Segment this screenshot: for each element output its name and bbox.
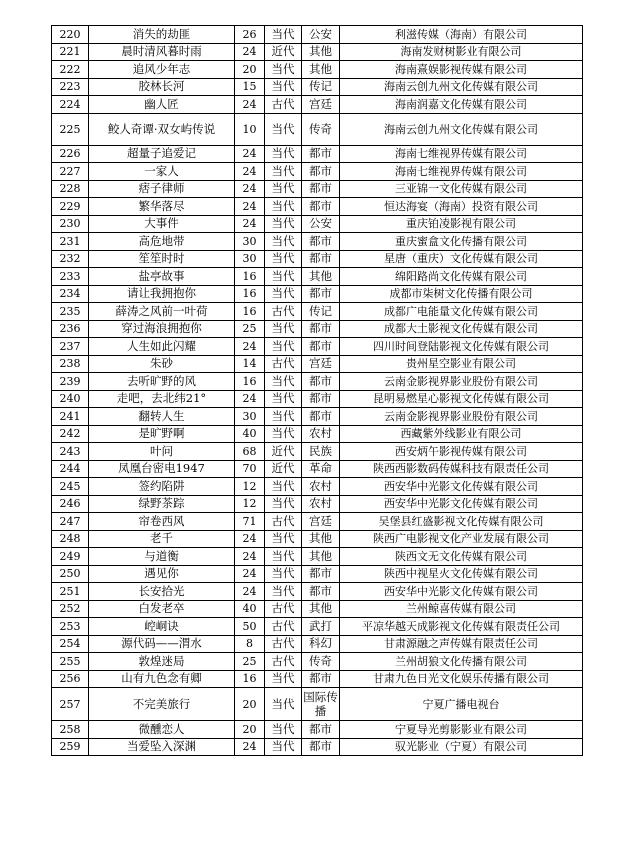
drama-title-cell: 翻转人生 bbox=[89, 408, 235, 426]
table-row bbox=[52, 268, 583, 286]
company-cell: 兰州胡狼文化传播有限公司 bbox=[340, 653, 583, 671]
table-row bbox=[52, 163, 583, 181]
row-number-cell: 254 bbox=[52, 635, 89, 653]
era-cell: 当代 bbox=[265, 61, 302, 79]
company-cell: 海南七维视界传媒有限公司 bbox=[340, 163, 583, 181]
drama-title-cell: 山有九色念有卿 bbox=[89, 670, 235, 688]
drama-title-cell: 敦煌迷局 bbox=[89, 653, 235, 671]
drama-title-cell: 消失的劫匪 bbox=[89, 26, 235, 44]
era-cell: 当代 bbox=[265, 113, 302, 145]
row-number-cell: 230 bbox=[52, 215, 89, 233]
table-body bbox=[52, 26, 583, 756]
table-row bbox=[52, 583, 583, 601]
table-row bbox=[52, 495, 583, 513]
episode-count-cell: 25 bbox=[235, 653, 265, 671]
company-cell: 云南金影视界影业股份有限公司 bbox=[340, 373, 583, 391]
era-cell: 当代 bbox=[265, 583, 302, 601]
genre-cell: 都市 bbox=[302, 565, 340, 583]
genre-cell: 都市 bbox=[302, 408, 340, 426]
table-row bbox=[52, 78, 583, 96]
episode-count-cell: 24 bbox=[235, 96, 265, 114]
era-cell: 当代 bbox=[265, 198, 302, 216]
table-row bbox=[52, 443, 583, 461]
row-number-cell: 247 bbox=[52, 513, 89, 531]
drama-title-cell: 胶林长河 bbox=[89, 78, 235, 96]
table-row bbox=[52, 390, 583, 408]
episode-count-cell: 24 bbox=[235, 390, 265, 408]
table-row bbox=[52, 513, 583, 531]
table-row bbox=[52, 425, 583, 443]
episode-count-cell: 20 bbox=[235, 61, 265, 79]
company-cell: 重庆铂凌影视有限公司 bbox=[340, 215, 583, 233]
company-cell: 西安华中光影文化传媒有限公司 bbox=[340, 478, 583, 496]
episode-count-cell: 24 bbox=[235, 583, 265, 601]
company-cell: 吴堡县红盛影视文化传媒有限公司 bbox=[340, 513, 583, 531]
row-number-cell: 221 bbox=[52, 43, 89, 61]
company-cell: 海南发财树影业有限公司 bbox=[340, 43, 583, 61]
row-number-cell: 249 bbox=[52, 548, 89, 566]
genre-cell: 传奇 bbox=[302, 653, 340, 671]
drama-title-cell: 签约陷阱 bbox=[89, 478, 235, 496]
drama-title-cell: 繁华落尽 bbox=[89, 198, 235, 216]
genre-cell: 宫廷 bbox=[302, 513, 340, 531]
era-cell: 古代 bbox=[265, 653, 302, 671]
genre-cell: 其他 bbox=[302, 548, 340, 566]
genre-cell: 其他 bbox=[302, 43, 340, 61]
company-cell: 海南润嘉文化传媒有限公司 bbox=[340, 96, 583, 114]
drama-title-cell: 老千 bbox=[89, 530, 235, 548]
drama-registry-table bbox=[51, 25, 582, 756]
row-number-cell: 248 bbox=[52, 530, 89, 548]
table-row bbox=[52, 285, 583, 303]
genre-cell: 公安 bbox=[302, 215, 340, 233]
table-row bbox=[52, 43, 583, 61]
genre-cell: 都市 bbox=[302, 738, 340, 756]
drama-title-cell: 盐亭故事 bbox=[89, 268, 235, 286]
row-number-cell: 238 bbox=[52, 355, 89, 373]
row-number-cell: 229 bbox=[52, 198, 89, 216]
era-cell: 当代 bbox=[265, 338, 302, 356]
row-number-cell: 233 bbox=[52, 268, 89, 286]
drama-title-cell: 长安拾光 bbox=[89, 583, 235, 601]
company-cell: 成都广电能量文化传媒有限公司 bbox=[340, 303, 583, 321]
table-row bbox=[52, 565, 583, 583]
registry-table bbox=[51, 25, 583, 756]
era-cell: 当代 bbox=[265, 215, 302, 233]
table-row bbox=[52, 618, 583, 636]
drama-title-cell: 源代码——渭水 bbox=[89, 635, 235, 653]
row-number-cell: 242 bbox=[52, 425, 89, 443]
company-cell: 兰州鲸喜传媒有限公司 bbox=[340, 600, 583, 618]
genre-cell: 其他 bbox=[302, 268, 340, 286]
episode-count-cell: 24 bbox=[235, 163, 265, 181]
genre-cell: 武打 bbox=[302, 618, 340, 636]
episode-count-cell: 24 bbox=[235, 548, 265, 566]
table-row bbox=[52, 303, 583, 321]
row-number-cell: 227 bbox=[52, 163, 89, 181]
genre-cell: 都市 bbox=[302, 338, 340, 356]
era-cell: 当代 bbox=[265, 548, 302, 566]
episode-count-cell: 26 bbox=[235, 26, 265, 44]
drama-title-cell: 与道衡 bbox=[89, 548, 235, 566]
table-row bbox=[52, 600, 583, 618]
company-cell: 海南熹娱影视传媒有限公司 bbox=[340, 61, 583, 79]
era-cell: 古代 bbox=[265, 600, 302, 618]
row-number-cell: 232 bbox=[52, 250, 89, 268]
genre-cell: 都市 bbox=[302, 145, 340, 163]
table-row bbox=[52, 688, 583, 721]
episode-count-cell: 20 bbox=[235, 721, 265, 739]
genre-cell: 其他 bbox=[302, 61, 340, 79]
table-row bbox=[52, 530, 583, 548]
episode-count-cell: 16 bbox=[235, 373, 265, 391]
row-number-cell: 258 bbox=[52, 721, 89, 739]
genre-cell: 农村 bbox=[302, 478, 340, 496]
company-cell: 海南云创九州文化传媒有限公司 bbox=[340, 113, 583, 145]
table-row bbox=[52, 198, 583, 216]
episode-count-cell: 68 bbox=[235, 443, 265, 461]
era-cell: 当代 bbox=[265, 180, 302, 198]
drama-title-cell: 鲛人奇谭·双女屿传说 bbox=[89, 113, 235, 145]
company-cell: 贵州星空影业有限公司 bbox=[340, 355, 583, 373]
genre-cell: 都市 bbox=[302, 285, 340, 303]
table-row bbox=[52, 670, 583, 688]
era-cell: 古代 bbox=[265, 513, 302, 531]
table-row bbox=[52, 548, 583, 566]
episode-count-cell: 25 bbox=[235, 320, 265, 338]
row-number-cell: 250 bbox=[52, 565, 89, 583]
era-cell: 当代 bbox=[265, 268, 302, 286]
drama-title-cell: 晨时清风暮时雨 bbox=[89, 43, 235, 61]
drama-title-cell: 薛涛之风前一叶荷 bbox=[89, 303, 235, 321]
company-cell: 三亚锦一文化传媒有限公司 bbox=[340, 180, 583, 198]
company-cell: 甘肃源融之声传媒有限责任公司 bbox=[340, 635, 583, 653]
era-cell: 当代 bbox=[265, 233, 302, 251]
table-row bbox=[52, 61, 583, 79]
row-number-cell: 245 bbox=[52, 478, 89, 496]
table-row bbox=[52, 373, 583, 391]
episode-count-cell: 30 bbox=[235, 233, 265, 251]
table-row bbox=[52, 96, 583, 114]
genre-cell: 都市 bbox=[302, 250, 340, 268]
company-cell: 成都市柒树文化传播有限公司 bbox=[340, 285, 583, 303]
company-cell: 陕西广电影视文化产业发展有限公司 bbox=[340, 530, 583, 548]
company-cell: 成都大土影视文化传媒有限公司 bbox=[340, 320, 583, 338]
row-number-cell: 257 bbox=[52, 688, 89, 721]
episode-count-cell: 24 bbox=[235, 338, 265, 356]
era-cell: 古代 bbox=[265, 355, 302, 373]
drama-title-cell: 超量子追爱记 bbox=[89, 145, 235, 163]
row-number-cell: 252 bbox=[52, 600, 89, 618]
era-cell: 古代 bbox=[265, 635, 302, 653]
drama-title-cell: 痞子律师 bbox=[89, 180, 235, 198]
episode-count-cell: 16 bbox=[235, 670, 265, 688]
episode-count-cell: 16 bbox=[235, 285, 265, 303]
era-cell: 近代 bbox=[265, 443, 302, 461]
company-cell: 西安华中光影文化传媒有限公司 bbox=[340, 495, 583, 513]
row-number-cell: 234 bbox=[52, 285, 89, 303]
episode-count-cell: 24 bbox=[235, 145, 265, 163]
drama-title-cell: 朱砂 bbox=[89, 355, 235, 373]
episode-count-cell: 40 bbox=[235, 425, 265, 443]
row-number-cell: 244 bbox=[52, 460, 89, 478]
episode-count-cell: 24 bbox=[235, 215, 265, 233]
company-cell: 驭光影业（宁夏）有限公司 bbox=[340, 738, 583, 756]
company-cell: 绵阳路尚文化传媒有限公司 bbox=[340, 268, 583, 286]
row-number-cell: 236 bbox=[52, 320, 89, 338]
era-cell: 当代 bbox=[265, 478, 302, 496]
episode-count-cell: 70 bbox=[235, 460, 265, 478]
episode-count-cell: 24 bbox=[235, 180, 265, 198]
era-cell: 当代 bbox=[265, 320, 302, 338]
genre-cell: 都市 bbox=[302, 670, 340, 688]
company-cell: 恒达海宴（海南）投资有限公司 bbox=[340, 198, 583, 216]
drama-title-cell: 追风少年志 bbox=[89, 61, 235, 79]
drama-title-cell: 当爱坠入深渊 bbox=[89, 738, 235, 756]
drama-title-cell: 去听旷野的风 bbox=[89, 373, 235, 391]
genre-cell: 农村 bbox=[302, 425, 340, 443]
era-cell: 古代 bbox=[265, 303, 302, 321]
genre-cell: 宫廷 bbox=[302, 96, 340, 114]
genre-cell: 都市 bbox=[302, 163, 340, 181]
era-cell: 当代 bbox=[265, 163, 302, 181]
episode-count-cell: 20 bbox=[235, 688, 265, 721]
era-cell: 当代 bbox=[265, 285, 302, 303]
row-number-cell: 255 bbox=[52, 653, 89, 671]
table-row bbox=[52, 26, 583, 44]
era-cell: 当代 bbox=[265, 565, 302, 583]
company-cell: 陕西西影数码传媒科技有限责任公司 bbox=[340, 460, 583, 478]
episode-count-cell: 40 bbox=[235, 600, 265, 618]
row-number-cell: 237 bbox=[52, 338, 89, 356]
era-cell: 当代 bbox=[265, 688, 302, 721]
genre-cell: 都市 bbox=[302, 180, 340, 198]
table-row bbox=[52, 721, 583, 739]
row-number-cell: 256 bbox=[52, 670, 89, 688]
era-cell: 当代 bbox=[265, 390, 302, 408]
episode-count-cell: 24 bbox=[235, 565, 265, 583]
row-number-cell: 225 bbox=[52, 113, 89, 145]
table-row bbox=[52, 113, 583, 145]
genre-cell: 科幻 bbox=[302, 635, 340, 653]
table-row bbox=[52, 460, 583, 478]
episode-count-cell: 30 bbox=[235, 408, 265, 426]
row-number-cell: 240 bbox=[52, 390, 89, 408]
era-cell: 近代 bbox=[265, 43, 302, 61]
genre-cell: 其他 bbox=[302, 600, 340, 618]
row-number-cell: 239 bbox=[52, 373, 89, 391]
drama-title-cell: 穿过海浪拥抱你 bbox=[89, 320, 235, 338]
row-number-cell: 246 bbox=[52, 495, 89, 513]
row-number-cell: 224 bbox=[52, 96, 89, 114]
table-row bbox=[52, 478, 583, 496]
company-cell: 平凉华越天成影视文化传媒有限责任公司 bbox=[340, 618, 583, 636]
era-cell: 当代 bbox=[265, 408, 302, 426]
company-cell: 昆明易燃星心影视文化传媒有限公司 bbox=[340, 390, 583, 408]
episode-count-cell: 30 bbox=[235, 250, 265, 268]
episode-count-cell: 12 bbox=[235, 495, 265, 513]
row-number-cell: 222 bbox=[52, 61, 89, 79]
era-cell: 当代 bbox=[265, 738, 302, 756]
company-cell: 云南金影视界影业股份有限公司 bbox=[340, 408, 583, 426]
episode-count-cell: 24 bbox=[235, 738, 265, 756]
row-number-cell: 259 bbox=[52, 738, 89, 756]
episode-count-cell: 14 bbox=[235, 355, 265, 373]
genre-cell: 农村 bbox=[302, 495, 340, 513]
company-cell: 利滋传媒（海南）有限公司 bbox=[340, 26, 583, 44]
row-number-cell: 223 bbox=[52, 78, 89, 96]
era-cell: 近代 bbox=[265, 460, 302, 478]
drama-title-cell: 是旷野啊 bbox=[89, 425, 235, 443]
episode-count-cell: 24 bbox=[235, 530, 265, 548]
table-row bbox=[52, 233, 583, 251]
row-number-cell: 226 bbox=[52, 145, 89, 163]
era-cell: 当代 bbox=[265, 250, 302, 268]
table-row bbox=[52, 145, 583, 163]
episode-count-cell: 8 bbox=[235, 635, 265, 653]
era-cell: 当代 bbox=[265, 145, 302, 163]
company-cell: 西藏紫外线影业有限公司 bbox=[340, 425, 583, 443]
genre-cell: 革命 bbox=[302, 460, 340, 478]
episode-count-cell: 16 bbox=[235, 303, 265, 321]
genre-cell: 民族 bbox=[302, 443, 340, 461]
episode-count-cell: 50 bbox=[235, 618, 265, 636]
genre-cell: 都市 bbox=[302, 583, 340, 601]
genre-cell: 都市 bbox=[302, 373, 340, 391]
genre-cell: 宫廷 bbox=[302, 355, 340, 373]
genre-cell: 都市 bbox=[302, 198, 340, 216]
drama-title-cell: 绿野茶踪 bbox=[89, 495, 235, 513]
row-number-cell: 235 bbox=[52, 303, 89, 321]
genre-cell: 传记 bbox=[302, 303, 340, 321]
company-cell: 星唐（重庆）文化传媒有限公司 bbox=[340, 250, 583, 268]
era-cell: 古代 bbox=[265, 618, 302, 636]
row-number-cell: 253 bbox=[52, 618, 89, 636]
drama-title-cell: 幽人匠 bbox=[89, 96, 235, 114]
drama-title-cell: 凤凰台密电1947 bbox=[89, 460, 235, 478]
drama-title-cell: 走吧，去北纬21° bbox=[89, 390, 235, 408]
table-row bbox=[52, 250, 583, 268]
table-row bbox=[52, 653, 583, 671]
row-number-cell: 231 bbox=[52, 233, 89, 251]
era-cell: 当代 bbox=[265, 530, 302, 548]
episode-count-cell: 12 bbox=[235, 478, 265, 496]
company-cell: 海南云创九州文化传媒有限公司 bbox=[340, 78, 583, 96]
company-cell: 宁夏广播电视台 bbox=[340, 688, 583, 721]
genre-cell: 国际传播 bbox=[302, 688, 340, 721]
episode-count-cell: 71 bbox=[235, 513, 265, 531]
era-cell: 当代 bbox=[265, 373, 302, 391]
episode-count-cell: 24 bbox=[235, 198, 265, 216]
company-cell: 甘肃九色日光文化娱乐传播有限公司 bbox=[340, 670, 583, 688]
episode-count-cell: 10 bbox=[235, 113, 265, 145]
row-number-cell: 243 bbox=[52, 443, 89, 461]
era-cell: 当代 bbox=[265, 495, 302, 513]
era-cell: 当代 bbox=[265, 78, 302, 96]
genre-cell: 都市 bbox=[302, 390, 340, 408]
row-number-cell: 228 bbox=[52, 180, 89, 198]
era-cell: 当代 bbox=[265, 425, 302, 443]
episode-count-cell: 24 bbox=[235, 43, 265, 61]
company-cell: 重庆蜜盒文化传播有限公司 bbox=[340, 233, 583, 251]
drama-title-cell: 高危地带 bbox=[89, 233, 235, 251]
row-number-cell: 251 bbox=[52, 583, 89, 601]
era-cell: 当代 bbox=[265, 26, 302, 44]
table-row bbox=[52, 408, 583, 426]
genre-cell: 传奇 bbox=[302, 113, 340, 145]
drama-title-cell: 一家人 bbox=[89, 163, 235, 181]
company-cell: 宁夏导光剪影影业有限公司 bbox=[340, 721, 583, 739]
table-row bbox=[52, 320, 583, 338]
drama-title-cell: 白发老卒 bbox=[89, 600, 235, 618]
drama-title-cell: 不完美旅行 bbox=[89, 688, 235, 721]
company-cell: 海南七维视界传媒有限公司 bbox=[340, 145, 583, 163]
table-row bbox=[52, 738, 583, 756]
company-cell: 陕西文无文化传媒有限公司 bbox=[340, 548, 583, 566]
drama-title-cell: 叶问 bbox=[89, 443, 235, 461]
genre-cell: 传记 bbox=[302, 78, 340, 96]
company-cell: 西安华中光影文化传媒有限公司 bbox=[340, 583, 583, 601]
table-row bbox=[52, 180, 583, 198]
table-row bbox=[52, 338, 583, 356]
drama-title-cell: 微醺恋人 bbox=[89, 721, 235, 739]
drama-title-cell: 大事件 bbox=[89, 215, 235, 233]
drama-title-cell: 遇见你 bbox=[89, 565, 235, 583]
drama-title-cell: 帘卷西风 bbox=[89, 513, 235, 531]
company-cell: 四川时间登陆影视文化传媒有限公司 bbox=[340, 338, 583, 356]
episode-count-cell: 15 bbox=[235, 78, 265, 96]
genre-cell: 都市 bbox=[302, 320, 340, 338]
drama-title-cell: 人生如此闪耀 bbox=[89, 338, 235, 356]
genre-cell: 都市 bbox=[302, 721, 340, 739]
table-row bbox=[52, 355, 583, 373]
drama-title-cell: 请让我拥抱你 bbox=[89, 285, 235, 303]
genre-cell: 都市 bbox=[302, 233, 340, 251]
row-number-cell: 220 bbox=[52, 26, 89, 44]
episode-count-cell: 16 bbox=[235, 268, 265, 286]
era-cell: 当代 bbox=[265, 721, 302, 739]
table-row bbox=[52, 635, 583, 653]
row-number-cell: 241 bbox=[52, 408, 89, 426]
era-cell: 古代 bbox=[265, 96, 302, 114]
era-cell: 当代 bbox=[265, 670, 302, 688]
drama-title-cell: 崆峒诀 bbox=[89, 618, 235, 636]
drama-title-cell: 笙笙时时 bbox=[89, 250, 235, 268]
genre-cell: 公安 bbox=[302, 26, 340, 44]
table-row bbox=[52, 215, 583, 233]
genre-cell: 其他 bbox=[302, 530, 340, 548]
company-cell: 西安炳午影视传媒有限公司 bbox=[340, 443, 583, 461]
company-cell: 陕西中视星火文化传媒有限公司 bbox=[340, 565, 583, 583]
